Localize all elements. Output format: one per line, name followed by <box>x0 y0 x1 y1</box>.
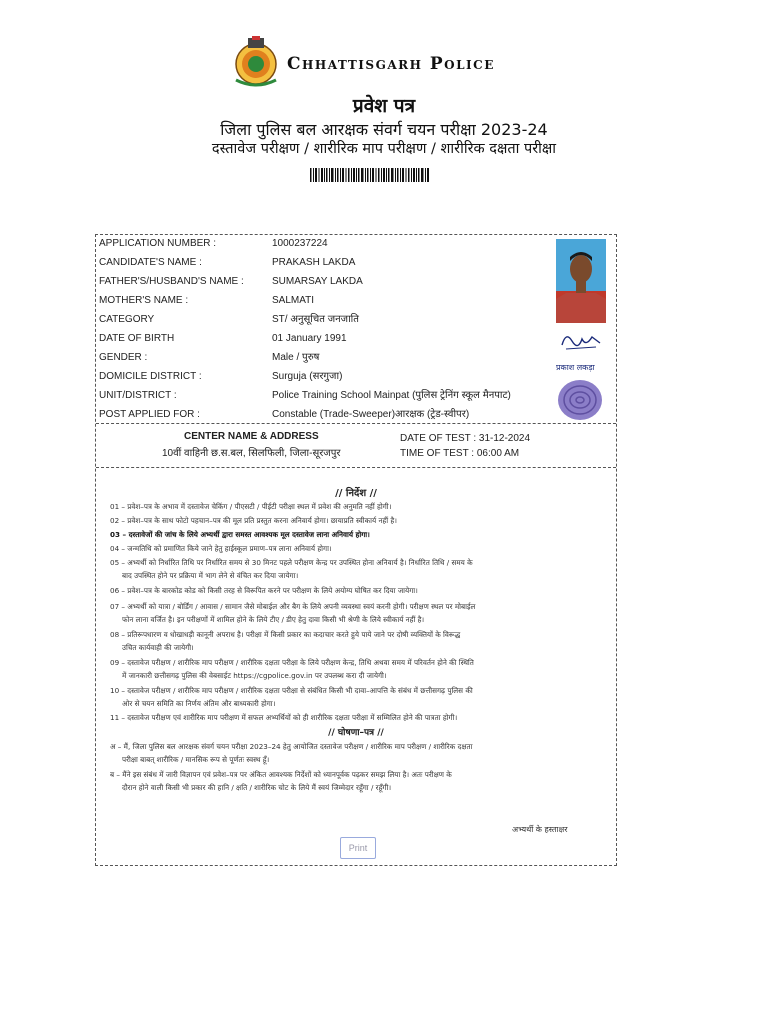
candidate-signature <box>556 325 606 357</box>
instruction-item: 02 – प्रवेश–पत्र के साथ फोटो पहचान–पत्र की मूल प्रति प्रस्तुत करना अनिवार्य होगा। छायाप्रति स्वीकार्य नहीं है। <box>110 516 397 525</box>
instruction-item: 05 – अभ्यर्थी को निर्धारित तिथि पर निर्धारित समय से 30 मिनट पहले परीक्षण केन्द्र पर उपस्थित होना अनिवार्य है। निर्धारित तिथि / समय के <box>110 558 473 567</box>
instruction-item: 07 – अभ्यर्थी को यात्रा / बोर्डिंग / आवास / सामान जैसे मोबाईल और बैग के लिये अपनी व्यवस्था स्वयं करनी होगी। परीक्षण स्थल पर मोबाईल <box>110 602 476 611</box>
info-label: MOTHER'S NAME : <box>99 295 189 306</box>
divider <box>96 423 616 424</box>
police-emblem-logo <box>230 36 282 88</box>
info-label: DATE OF BIRTH <box>99 333 175 344</box>
info-value: SALMATI <box>272 295 315 306</box>
info-value: SUMARSAY LAKDA <box>272 276 363 287</box>
info-label: APPLICATION NUMBER : <box>99 238 217 249</box>
info-value: Constable (Trade-Sweeper)आरक्षक (ट्रेड-स्वीपर) <box>272 409 470 420</box>
signature-label: अभ्यर्थी के हस्ताक्षर <box>512 825 568 834</box>
instruction-item: 08 – प्रतिरूपधारण व धोखाधड़ी कानूनी अपराध है। परीक्षा में किसी प्रकार का कदाचार करते हुये पाये जाने पर दोषी व्यक्तियों के विरूद्ध <box>110 630 461 639</box>
hindi-signature <box>556 359 606 377</box>
instruction-item: 11 – दस्तावेज परीक्षण एवं शारीरिक माप परीक्षण में सफल अभ्यर्थियों को ही शारीरिक दक्षता परीक्षा में सम्मिलित होने की पात्रता होगी। <box>110 713 458 722</box>
info-label: CATEGORY <box>99 314 155 325</box>
candidate-photo <box>556 239 606 323</box>
info-value: Police Training School Mainpat (पुलिस ट्रेनिंग स्कूल मैनपाट) <box>272 390 511 401</box>
info-label: FATHER'S/HUSBAND'S NAME : <box>99 276 244 287</box>
info-label: GENDER : <box>99 352 148 363</box>
instruction-item: 10 – दस्तावेज परीक्षण / शारीरिक माप परीक्षण / शारीरिक दक्षता परीक्षा से संबंधित किसी भी दावा–आपत्ति के संबंध में छत्तीसगढ़ पुलिस की <box>110 686 473 695</box>
page-title: प्रवेश पत्र <box>352 95 416 117</box>
center-label: CENTER NAME & ADDRESS <box>184 431 319 442</box>
info-label: UNIT/DISTRICT : <box>99 390 177 401</box>
declaration-item: दौरान होने वाली किसी भी प्रकार की हानि / क्षति / शारीरिक चोट के लिये मैं स्वयं जिम्मेदार रहूँगा / रहूँगी। <box>122 783 392 792</box>
info-label: POST APPLIED FOR : <box>99 409 200 420</box>
info-value: Surguja (सरगुजा) <box>272 371 343 382</box>
instruction-item: ओर से चयन समिति का निर्णय अंतिम और बाध्यकारी होगा। <box>122 699 276 708</box>
instruction-item: 01 – प्रवेश–पत्र के अभाव में दस्तावेज चेकिंग / पीएसटी / पीईटी परीक्षा स्थल में प्रवेश की अनुमति नहीं होगी। <box>110 502 392 511</box>
instruction-item: में जानकारी छत्तीसगढ़ पुलिस की वेबसाईट https://cgpolice.gov.in पर उपलब्ध करा दी जायेगी। <box>122 671 387 680</box>
instruction-item: 03 – दस्तावेजों की जांच के लिये अभ्यर्थी द्वारा समस्त आवश्यक मूल दस्तावेज लाना अनिवार्य होगा। <box>110 530 370 539</box>
info-label: DOMICILE DISTRICT : <box>99 371 202 382</box>
thumb-impression <box>554 378 606 423</box>
org-name: Chhattisgarh Police <box>287 54 495 74</box>
candidate-info <box>96 235 616 423</box>
exam-subtitle: दस्तावेज परीक्षण / शारीरिक माप परीक्षण / शारीरिक दक्षता परीक्षा <box>211 141 557 157</box>
info-value: 1000237224 <box>272 238 328 249</box>
instructions-heading: // निर्देश // <box>335 488 377 499</box>
declaration-item: परीक्षा बाबत् शारीरिक / मानसिक रूप से पूर्णतः स्वस्थ हूँ। <box>122 755 270 764</box>
instruction-item: बाद उपस्थित होने पर प्रक्रिया में भाग लेने से वंचित कर दिया जायेगा। <box>122 571 299 580</box>
declaration-item: अ – मैं, जिला पुलिस बल आरक्षक संवर्ग चयन परीक्षा 2023–24 हेतु आयोजित दस्तावेज परीक्षण / शारीरिक माप परीक्षण / शारीरिक दक्षता <box>110 742 473 751</box>
time-of-test: TIME OF TEST : 06:00 AM <box>400 448 520 459</box>
instruction-item: उचित कार्यवाही की जायेगी। <box>122 643 194 652</box>
info-value: Male / पुरुष <box>272 352 320 363</box>
instruction-item: 09 – दस्तावेज परीक्षण / शारीरिक माप परीक्षण / शारीरिक दक्षता परीक्षा के लिये परीक्षण केन्द्र, तिथि अथवा समय में परिवर्तन होने की स्थिति <box>110 658 474 667</box>
declaration-item: ब – मैंने इस संबंध में जारी विज्ञापन एवं प्रवेश–पत्र पर अंकित आवश्यक निर्देशों को ध्यानपूर्वक पढ़कर समझ लिया है। अतः परीक्षण के <box>110 770 452 779</box>
info-value: 01 January 1991 <box>272 333 347 344</box>
divider <box>96 467 616 468</box>
info-value: ST/ अनुसूचित जनजाति <box>272 314 359 325</box>
info-label: CANDIDATE'S NAME : <box>99 257 202 268</box>
instruction-item: फोन लाना वर्जित है। इन परीक्षणों में शामिल होने के लिये टीए / डीए हेतु दावा किसी भी श्रेणी के लिये स्वीकार्य नहीं है। <box>122 615 425 624</box>
info-value: PRAKASH LAKDA <box>272 257 356 268</box>
hindi-signature-text: प्रकाश लकड़ा <box>556 363 595 372</box>
center-address: 10वीं वाहिनी छ.स.बल, सिलफिली, जिला-सूरजपुर <box>162 448 341 459</box>
admit-card <box>95 234 617 866</box>
print-button[interactable]: Print <box>340 837 376 859</box>
date-of-test: DATE OF TEST : 31-12-2024 <box>400 433 531 444</box>
instruction-item: 04 – जन्मतिथि को प्रमाणित किये जाने हेतु हाईस्कूल प्रमाण–पत्र लाना अनिवार्य होगा। <box>110 544 332 553</box>
instruction-item: 06 – प्रवेश–पत्र के बारकोड कोड को किसी तरह से विरूपित करने पर परीक्षण के लिये अयोग्य घोषित कर दिया जायेगा। <box>110 586 418 595</box>
exam-title: जिला पुलिस बल आरक्षक संवर्ग चयन परीक्षा 2023-24 <box>220 120 548 139</box>
barcode <box>310 168 430 182</box>
declaration-heading: // घोषणा–पत्र // <box>328 728 384 738</box>
